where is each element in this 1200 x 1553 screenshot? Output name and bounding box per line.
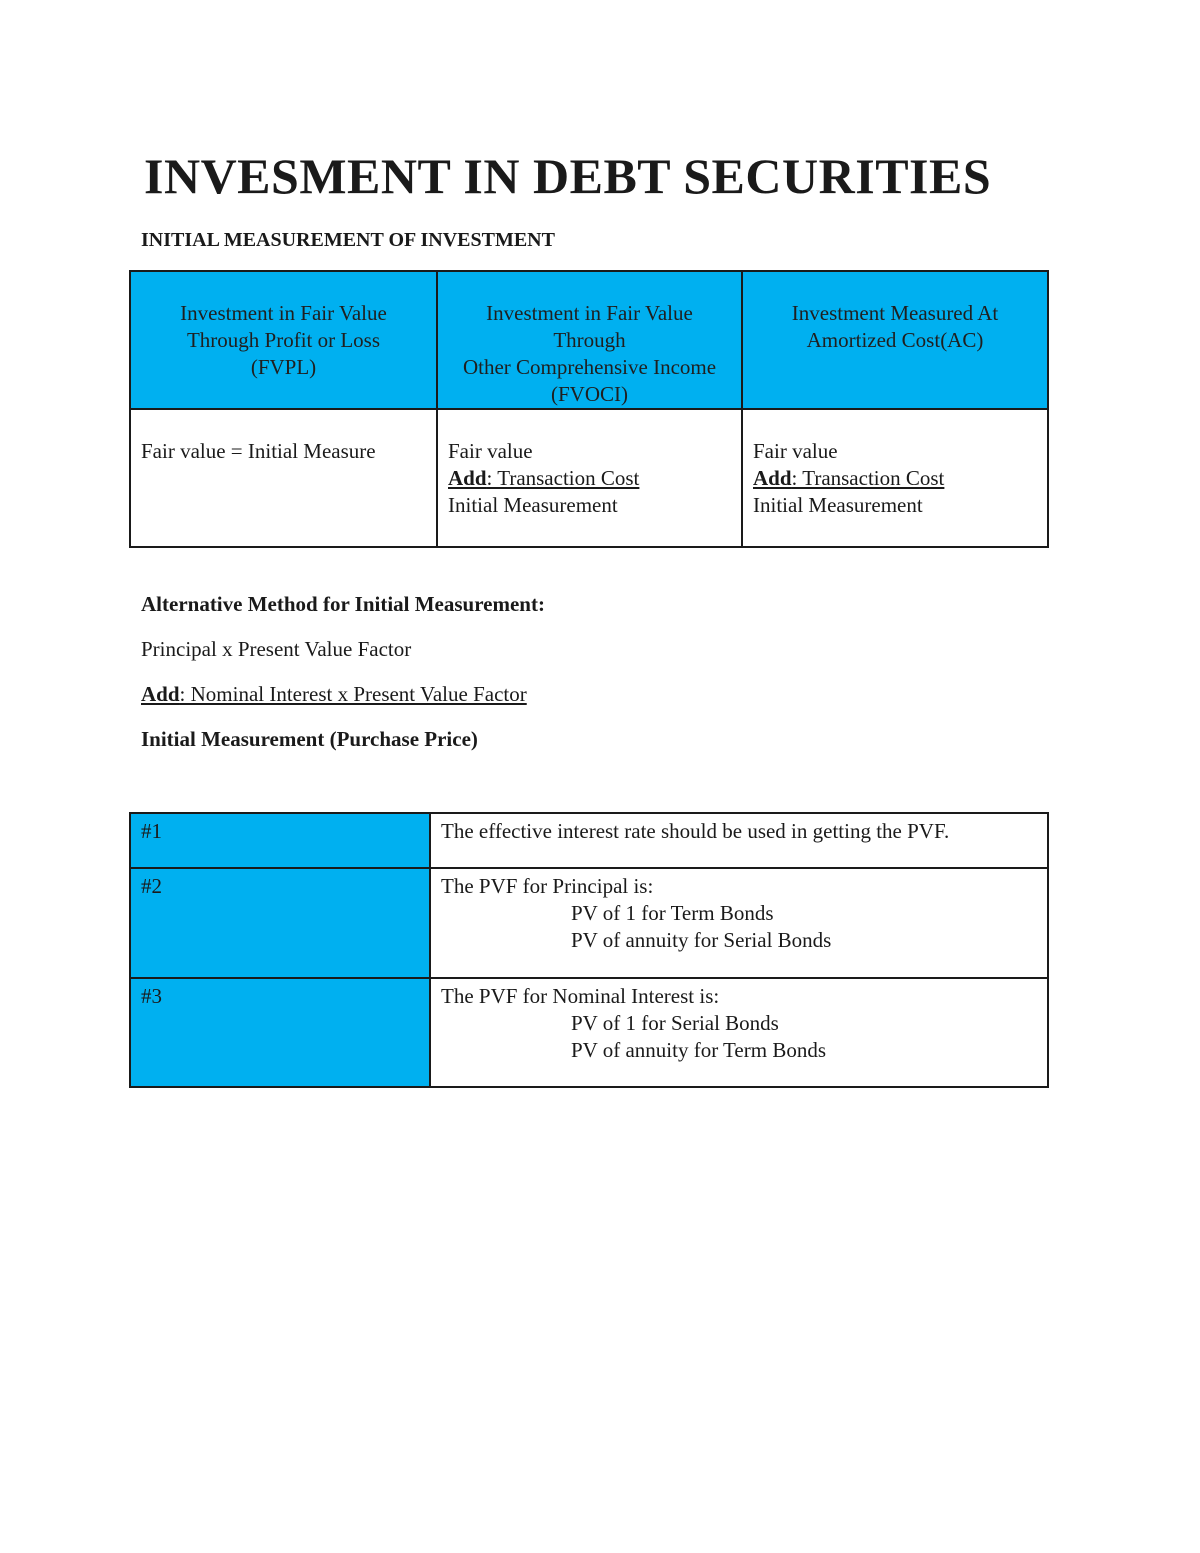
row-note bbox=[430, 978, 1048, 1087]
add-text: : Transaction Cost bbox=[486, 466, 640, 490]
note-text: PV of annuity for Term Bonds bbox=[571, 1038, 826, 1062]
table-header-row bbox=[130, 271, 1048, 409]
cell-text: Fair value bbox=[448, 439, 533, 463]
row-number: #2 bbox=[130, 868, 430, 978]
row-note bbox=[430, 868, 1048, 978]
table-row bbox=[130, 868, 1048, 978]
cell-fvoci bbox=[437, 409, 742, 547]
header-text: Amortized Cost(AC) bbox=[806, 328, 984, 352]
header-text: Other Comprehensive Income bbox=[462, 355, 717, 379]
header-text: Investment in Fair Value bbox=[180, 301, 387, 325]
add-line bbox=[448, 465, 731, 492]
header-ac bbox=[742, 271, 1048, 409]
nominal-interest-line bbox=[141, 680, 527, 708]
cell-fvpl bbox=[130, 409, 437, 547]
add-line bbox=[753, 465, 1037, 492]
row-note bbox=[430, 813, 1048, 868]
add-text: : Nominal Interest x Present Value Factor bbox=[179, 682, 527, 706]
cell-text: Initial Measurement bbox=[753, 493, 923, 517]
note-text: PV of 1 for Term Bonds bbox=[571, 901, 774, 925]
header-text: (FVOCI) bbox=[551, 382, 628, 406]
principal-line: Principal x Present Value Factor bbox=[141, 637, 412, 661]
note-lead: The PVF for Nominal Interest is: bbox=[441, 984, 720, 1008]
header-text: Investment Measured At bbox=[791, 301, 999, 325]
header-fvoci bbox=[437, 271, 742, 409]
note-text: PV of annuity for Serial Bonds bbox=[571, 928, 832, 952]
purchase-price-line: Initial Measurement (Purchase Price) bbox=[141, 727, 478, 751]
header-fvpl bbox=[130, 271, 437, 409]
cell-text: Fair value = Initial Measure bbox=[141, 439, 376, 463]
add-label: Add bbox=[753, 466, 792, 490]
row-number: #3 bbox=[130, 978, 430, 1087]
alternative-method-heading: Alternative Method for Initial Measurement: bbox=[141, 592, 545, 616]
table-row bbox=[130, 409, 1048, 547]
cell-text: Fair value bbox=[753, 439, 838, 463]
add-label: Add bbox=[141, 682, 180, 706]
header-text: (FVPL) bbox=[250, 355, 317, 379]
row-number: #1 bbox=[130, 813, 430, 868]
add-label: Add bbox=[448, 466, 487, 490]
note-text: The effective interest rate should be used in getting the PVF. bbox=[441, 819, 950, 843]
note-text: PV of 1 for Serial Bonds bbox=[571, 1011, 779, 1035]
add-text: : Transaction Cost bbox=[791, 466, 945, 490]
cell-ac bbox=[742, 409, 1048, 547]
section-heading: INITIAL MEASUREMENT OF INVESTMENT bbox=[141, 229, 555, 251]
initial-measurement-table bbox=[129, 270, 1049, 548]
header-text: Through Profit or Loss bbox=[186, 328, 381, 352]
page-title: INVESMENT IN DEBT SECURITIES bbox=[144, 148, 992, 204]
table-row bbox=[130, 813, 1048, 868]
header-text: Through bbox=[553, 328, 626, 352]
note-lead: The PVF for Principal is: bbox=[441, 874, 654, 898]
pvf-notes-table bbox=[129, 812, 1049, 1088]
header-text: Investment in Fair Value bbox=[486, 301, 693, 325]
cell-text: Initial Measurement bbox=[448, 493, 618, 517]
table-row bbox=[130, 978, 1048, 1087]
